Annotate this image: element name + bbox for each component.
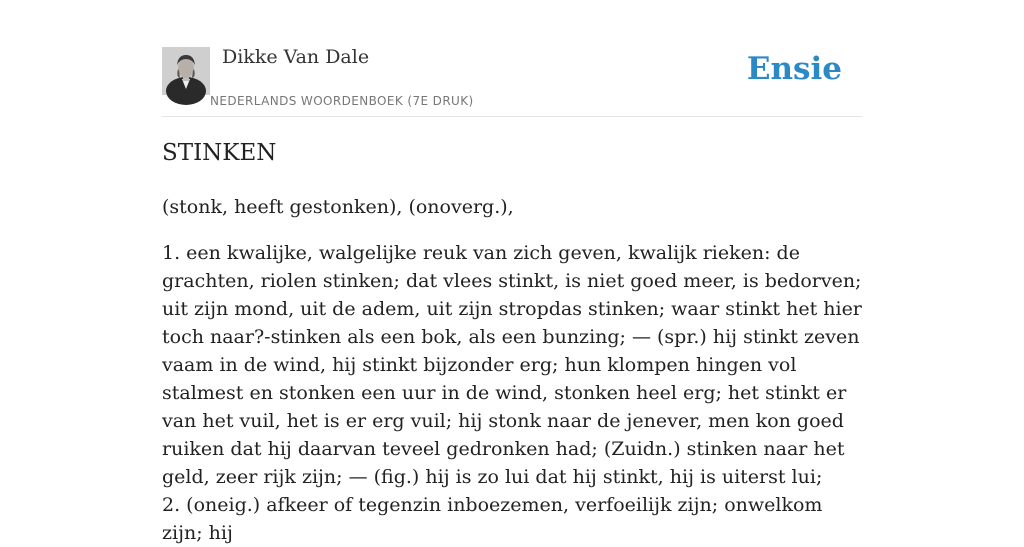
definition-sense: 2. (oneig.) afkeer of tegenzin inboezemen, verfoeilijk zijn; onwelkom zijn; hij (162, 494, 823, 544)
author-avatar (162, 47, 210, 95)
definition-sense: 1. een kwalijke, walgelijke reuk van zich geven, kwalijk rieken: de grachten, riolen stinken; dat vlees stinkt, is niet goed meer, is bedorven; uit zijn mond, uit de adem, uit zijn stropdas stinken; waar stinkt het hier toch naar?-stinken als een bok, als een bunzing; — (spr.) hij stinkt zeven vaam in de wind, hij stinkt bijzonder erg; hun klompen hingen vol stalmest en stonken een uur in de wind, stonken heel erg; het stinkt er van het vuil, het is er erg vuil; hij stonk naar de jenever, men kon goed ruiken dat hij daarvan teveel gedronken had; (Zuidn.) stinken naar het geld, zeer rijk zijn; — (fig.) hij is zo lui dat hij stinkt, hij is uiterst lui; (162, 242, 862, 488)
brand-logo[interactable]: Ensie (746, 51, 842, 87)
dictionary-header (162, 40, 862, 117)
entry-definition (162, 239, 864, 547)
entry-grammar: (stonk, heeft gestonken), (onoverg.), (162, 196, 514, 218)
dictionary-name[interactable]: Dikke Van Dale (222, 46, 370, 68)
entry-headword: STINKEN (162, 140, 277, 166)
portrait-icon (162, 47, 210, 95)
dictionary-subtitle: NEDERLANDS WOORDENBOEK (7E DRUK) (210, 94, 474, 108)
